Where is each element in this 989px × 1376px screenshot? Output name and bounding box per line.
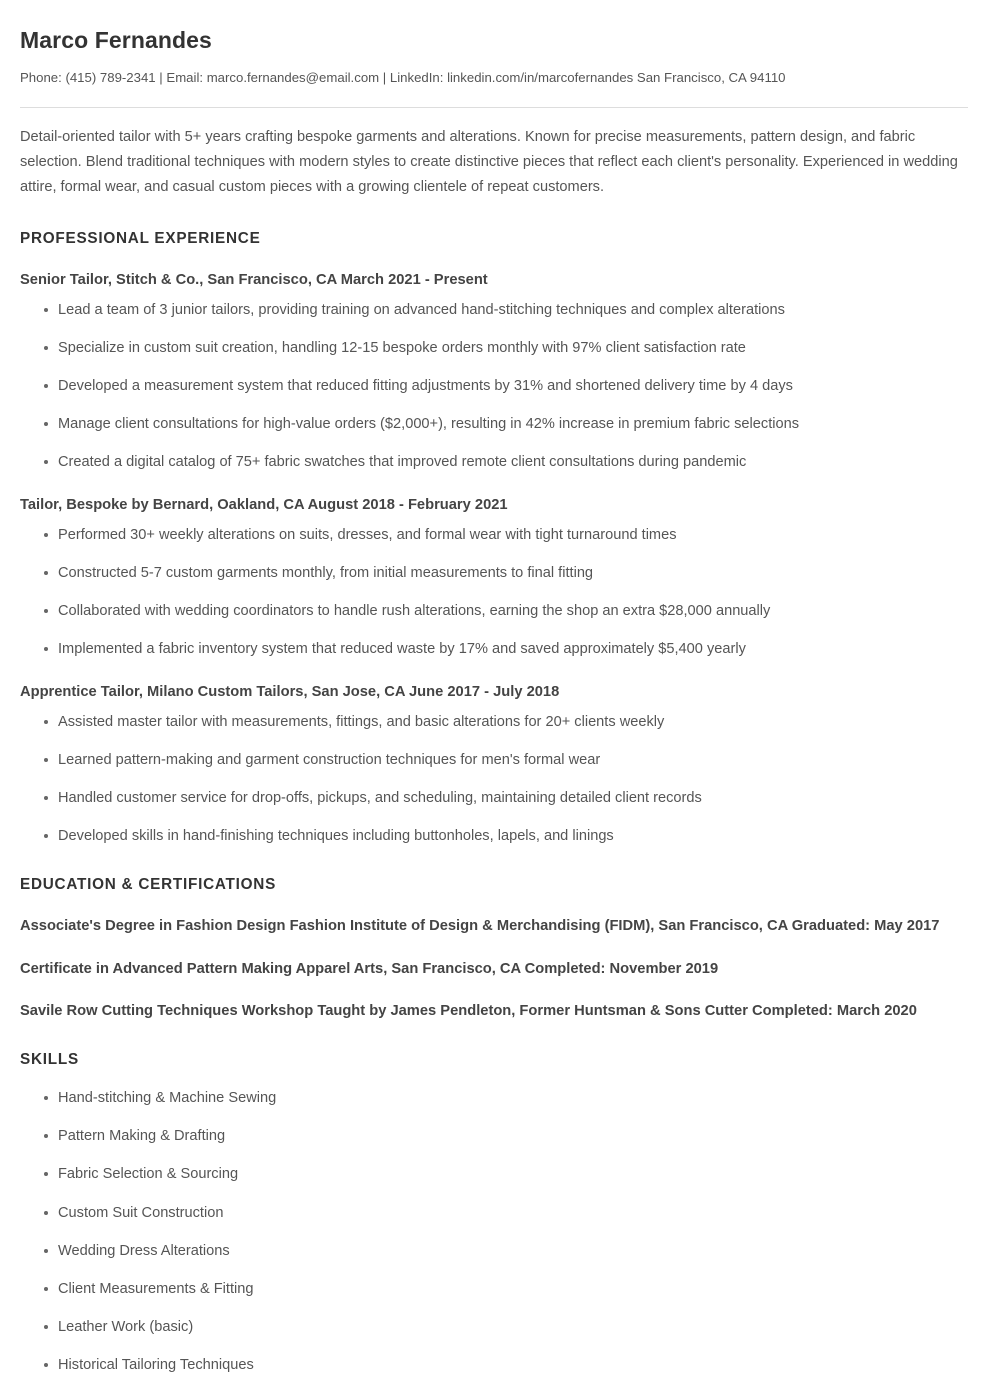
job-title-line: Apprentice Tailor, Milano Custom Tailors, San Jose, CA June 2017 - July 2018 (20, 684, 560, 701)
job-bullet-list (20, 525, 968, 661)
job-title-line: Tailor, Bespoke by Bernard, Oakland, CA August 2018 - February 2021 (20, 497, 508, 514)
experience-list (20, 270, 968, 847)
job-bullet: Performed 30+ weekly alterations on suits, dresses, and formal wear with tight turnaround times (20, 525, 968, 546)
skills-list (20, 1088, 968, 1376)
job-bullet: Manage client consultations for high-value orders ($2,000+), resulting in 42% increase in premium fabric selections (20, 414, 968, 435)
section-heading-skills: SKILLS (20, 1051, 79, 1069)
job-bullet: Implemented a fabric inventory system that reduced waste by 17% and saved approximately $5,400 yearly (20, 639, 968, 660)
experience-entry (20, 270, 968, 473)
skill-item: Fabric Selection & Sourcing (20, 1164, 968, 1185)
job-bullet: Developed a measurement system that reduced fitting adjustments by 31% and shortened delivery time by 4 days (20, 376, 968, 397)
job-bullet: Specialize in custom suit creation, handling 12-15 bespoke orders monthly with 97% client satisfaction rate (20, 338, 968, 359)
education-entry: Certificate in Advanced Pattern Making Apparel Arts, San Francisco, CA Completed: November 2019 (20, 960, 719, 977)
education-list (20, 916, 968, 1022)
skill-item: Historical Tailoring Techniques (20, 1355, 968, 1376)
job-bullet: Developed skills in hand-finishing techniques including buttonholes, lapels, and linings (20, 826, 968, 847)
header-divider (20, 107, 968, 108)
job-bullet: Collaborated with wedding coordinators to handle rush alterations, earning the shop an extra $28,000 annually (20, 601, 968, 622)
job-bullet-list (20, 712, 968, 848)
section-heading-experience: PROFESSIONAL EXPERIENCE (20, 229, 261, 247)
job-bullet: Constructed 5-7 custom garments monthly, from initial measurements to final fitting (20, 563, 968, 584)
candidate-name: Marco Fernandes (20, 27, 212, 53)
skill-item: Custom Suit Construction (20, 1203, 968, 1224)
skill-item: Pattern Making & Drafting (20, 1126, 968, 1147)
job-bullet: Assisted master tailor with measurements, fittings, and basic alterations for 20+ clients weekly (20, 712, 968, 733)
skill-item: Client Measurements & Fitting (20, 1279, 968, 1300)
contact-info-line: Phone: (415) 789-2341 | Email: marco.fernandes@email.com | LinkedIn: linkedin.com/in/marcofernandes San Francisco, CA 94110 (20, 69, 786, 85)
skill-item: Hand-stitching & Machine Sewing (20, 1088, 968, 1109)
job-bullet: Lead a team of 3 junior tailors, providing training on advanced hand-stitching techniques and complex alterations (20, 300, 968, 321)
job-bullet-list (20, 300, 968, 474)
section-heading-education: EDUCATION & CERTIFICATIONS (20, 876, 277, 894)
job-bullet: Handled customer service for drop-offs, pickups, and scheduling, maintaining detailed client records (20, 788, 968, 809)
professional-summary: Detail-oriented tailor with 5+ years crafting bespoke garments and alterations. Known for precise measurements, pattern design, and fabric selection. Blend traditional techniques with modern styles to create distinctive pieces that reflect each client's personality. Experienced in wedding attire, formal wear, and casual custom pieces with a growing clientele of repeat customers. (20, 129, 958, 196)
job-bullet: Created a digital catalog of 75+ fabric swatches that improved remote client consultations during pandemic (20, 452, 968, 473)
job-bullet: Learned pattern-making and garment construction techniques for men's formal wear (20, 750, 968, 771)
experience-entry (20, 495, 968, 660)
job-title-line: Senior Tailor, Stitch & Co., San Francisco, CA March 2021 - Present (20, 272, 488, 289)
skill-item: Wedding Dress Alterations (20, 1241, 968, 1262)
skill-item: Leather Work (basic) (20, 1317, 968, 1338)
education-entry: Savile Row Cutting Techniques Workshop Taught by James Pendleton, Former Huntsman & Sons Cutter Completed: March 2020 (20, 1002, 917, 1019)
education-entry: Associate's Degree in Fashion Design Fashion Institute of Design & Merchandising (FIDM), San Francisco, CA Graduated: May 2017 (20, 918, 940, 935)
experience-entry (20, 682, 968, 847)
